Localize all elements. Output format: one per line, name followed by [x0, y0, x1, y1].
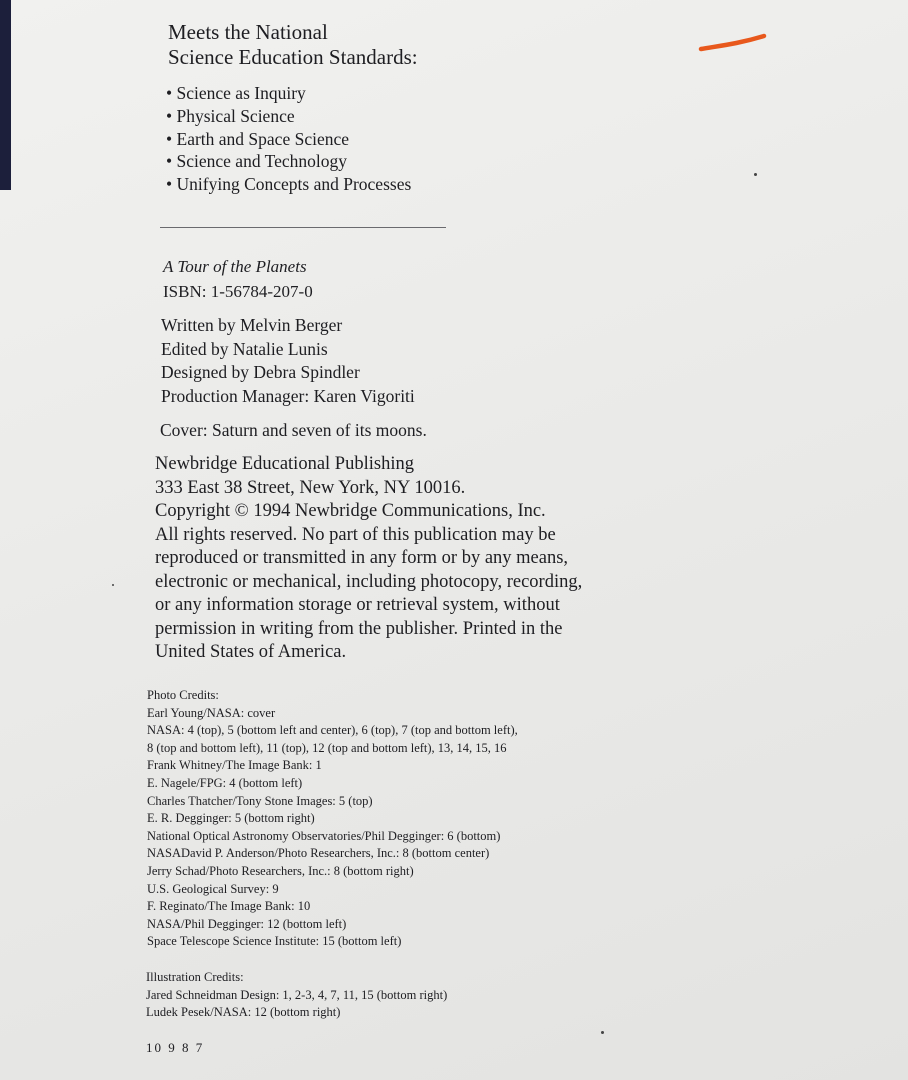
publisher-line: or any information storage or retrieval system, without: [155, 595, 560, 615]
publisher-notice: [155, 453, 582, 665]
speck: [601, 1031, 604, 1034]
publisher-line: United States of America.: [155, 642, 347, 662]
credit-line: NASA/Phil Degginger: 12 (bottom left): [147, 916, 347, 931]
credit-line: National Optical Astronomy Observatories/Phil Degginger: 6 (bottom): [147, 828, 501, 843]
staff-credits: [161, 314, 415, 408]
publisher-line: Copyright © 1994 Newbridge Communications, Inc.: [155, 501, 546, 521]
speck: [754, 173, 757, 176]
credit-line: Space Telescope Science Institute: 15 (bottom left): [147, 934, 402, 949]
credit-line: NASA: 4 (top), 5 (bottom left and center), 6 (top), 7 (top and bottom left),: [147, 723, 518, 738]
divider: [160, 227, 446, 228]
credit-line: NASADavid P. Anderson/Photo Researchers, Inc.: 8 (bottom center): [147, 846, 490, 861]
printing-line: 10 9 8 7: [146, 1040, 205, 1055]
list-item: • Physical Science: [166, 105, 411, 128]
staff-line: Edited by Natalie Lunis: [161, 338, 328, 359]
credit-line: Jared Schneidman Design: 1, 2-3, 4, 7, 11, 15 (bottom right): [146, 987, 448, 1002]
orange-marker-stroke: [698, 30, 770, 60]
page-edge-shadow: [0, 0, 11, 190]
cover-caption: Cover: Saturn and seven of its moons.: [160, 420, 427, 440]
credit-line: Ludek Pesek/NASA: 12 (bottom right): [146, 1005, 341, 1020]
publisher-line: reproduced or transmitted in any form or by any means,: [155, 548, 569, 568]
credit-line: U.S. Geological Survey: 9: [147, 881, 279, 896]
book-title: A Tour of the Planets: [163, 257, 307, 276]
credit-line: Charles Thatcher/Tony Stone Images: 5 (top): [147, 793, 373, 808]
credit-line: E. Nagele/FPG: 4 (bottom left): [147, 775, 303, 790]
photo-credits-heading: Photo Credits:: [147, 688, 219, 702]
publisher-line: 333 East 38 Street, New York, NY 10016.: [155, 477, 466, 498]
staff-line: Written by Melvin Berger: [161, 315, 343, 335]
illustration-credits: [146, 969, 447, 1022]
staff-line: Designed by Debra Spindler: [161, 362, 360, 382]
credit-line: Frank Whitney/The Image Bank: 1: [147, 758, 322, 773]
isbn: ISBN: 1-56784-207-0: [163, 282, 313, 301]
credit-line: E. R. Degginger: 5 (bottom right): [147, 811, 315, 826]
staff-line: Production Manager: Karen Vigoriti: [161, 385, 415, 406]
list-item: • Science and Technology: [166, 150, 411, 173]
speck: [112, 584, 114, 586]
credit-line: Jerry Schad/Photo Researchers, Inc.: 8 (bottom right): [147, 863, 414, 878]
publisher-line: permission in writing from the publisher. Printed in the: [155, 618, 563, 639]
list-item: • Unifying Concepts and Processes: [166, 173, 411, 196]
standards-list: [166, 82, 411, 196]
credit-line: Earl Young/NASA: cover: [147, 705, 276, 720]
list-item: • Earth and Space Science: [166, 128, 411, 151]
photo-credits: [147, 687, 518, 951]
standards-title: Meets the National Science Education Standards:: [168, 20, 418, 69]
credit-line: F. Reginato/The Image Bank: 10: [147, 899, 311, 914]
publisher-line: electronic or mechanical, including photocopy, recording,: [155, 571, 583, 592]
illustration-credits-heading: Illustration Credits:: [146, 970, 244, 984]
credit-line: 8 (top and bottom left), 11 (top), 12 (top and bottom left), 13, 14, 15, 16: [147, 740, 507, 755]
list-item: • Science as Inquiry: [166, 82, 411, 105]
publisher-line: Newbridge Educational Publishing: [155, 454, 414, 474]
publisher-line: All rights reserved. No part of this publication may be: [155, 524, 556, 545]
